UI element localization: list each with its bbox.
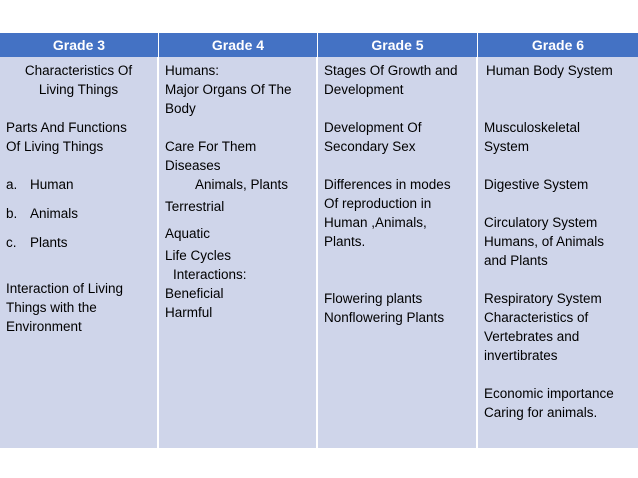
topic-line: Diseases [165,158,221,173]
topic-line: Stages Of Growth and [324,63,458,78]
topic-line: Flowering plants [324,291,423,306]
topic-line: Care For Them [165,139,257,154]
topic-line: invertibrates [484,348,558,363]
header-row [0,33,638,57]
topic-line: Nonflowering Plants [324,310,445,325]
topic-interaction: Interaction of Living [6,281,124,296]
cell-grade-6 [478,57,638,448]
topic-line: Beneficial [165,286,224,301]
topic-line: Musculoskeletal [484,120,581,135]
topic-line: Differences in modes [324,177,451,192]
topic-line: and Plants [484,253,548,268]
header-grade-3: Grade 3 [0,33,159,57]
list-item: a. Human [6,177,74,192]
header-grade-6: Grade 6 [531,37,585,53]
topic-line: Human Body System [486,63,613,78]
topic-line: Respiratory System [484,291,602,306]
topic-line: Economic importance [484,386,614,401]
topic-line: Harmful [165,305,213,320]
header-grade-5: Grade 5 [318,33,478,57]
cell-grade-5 [318,57,478,448]
topic-line: Interactions: [173,267,247,282]
body-row [0,57,638,448]
topic-line: Of reproduction in [324,196,432,211]
topic-line: Humans: [165,63,220,78]
topic-line: Caring for animals. [484,405,598,420]
topic-line: Aquatic [165,226,211,241]
header-grade-4: Grade 4 [159,33,318,57]
topic-line: Vertebrates and [484,329,580,344]
topic-line: Development Of [324,120,422,135]
topic-line: Terrestrial [165,199,225,214]
topic-line: Human ,Animals, [324,215,427,230]
list-item: b. Animals [6,206,79,221]
topic-line: Plants. [324,234,366,249]
topic-line: Major Organs Of The [165,82,292,97]
topic-title: Characteristics Of [24,63,133,78]
topic-line: Life Cycles [165,248,232,263]
topic-interaction-cont: Environment [6,319,82,334]
topic-line: Development [324,82,404,97]
topic-line: Secondary Sex [324,139,416,154]
topic-parts-cont: Of Living Things [6,139,104,154]
topic-line: Body [165,101,196,116]
list-item: c. Plants [6,235,68,250]
topic-title-cont: Living Things [38,82,119,97]
topic-parts: Parts And Functions [6,120,127,135]
curriculum-table [0,33,638,448]
topic-line: Digestive System [484,177,589,192]
topic-line: System [484,139,530,154]
topic-line: Humans, of Animals [484,234,605,249]
topic-line: Characteristics of [484,310,589,325]
cell-grade-4 [159,57,318,448]
topic-interaction-cont: Things with the [6,300,97,315]
topic-line: Animals, Plants [195,177,289,192]
cell-grade-3 [0,57,159,448]
topic-line: Circulatory System [484,215,598,230]
